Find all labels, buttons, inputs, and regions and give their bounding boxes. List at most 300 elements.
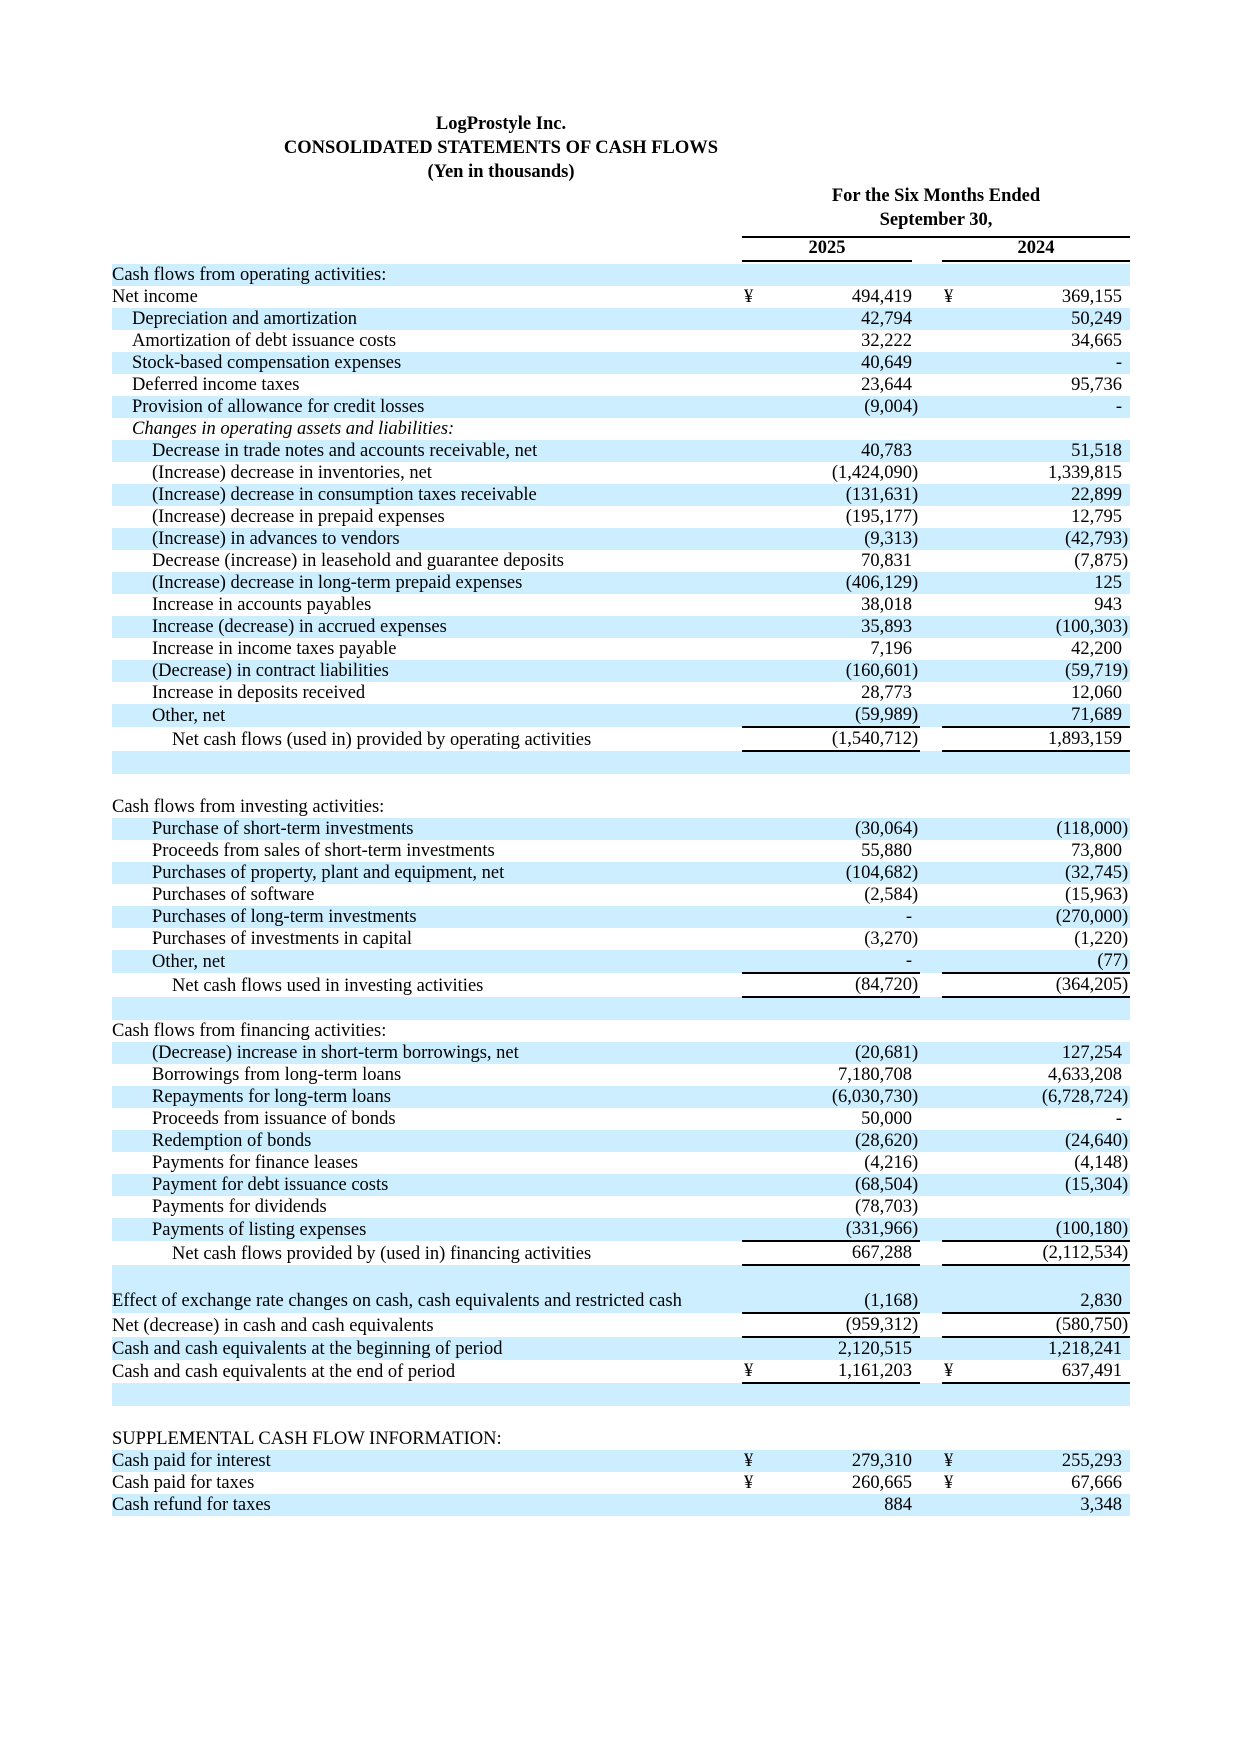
paren-2024	[1122, 638, 1130, 660]
paren-2025: )	[912, 1153, 919, 1173]
value-2024: (2,112,534	[964, 1241, 1122, 1265]
row-label: (Increase) in advances to vendors	[112, 528, 742, 550]
value-2024: (15,304	[964, 1174, 1122, 1196]
currency-2024	[942, 638, 964, 660]
value-2024: -	[1115, 1109, 1122, 1129]
row-label: Cash and cash equivalents at the beginning of period	[112, 1337, 742, 1360]
value-2025: (1,168	[764, 1265, 912, 1313]
value-2025: (406,129	[764, 572, 912, 594]
column-gap	[920, 796, 942, 818]
table-row	[112, 484, 1130, 506]
column-gap	[920, 751, 942, 774]
currency-2024	[942, 374, 964, 396]
value-2025	[764, 264, 912, 286]
value-2025: (4,216	[864, 1153, 912, 1173]
table-row	[112, 374, 1130, 396]
paren-2024	[1122, 440, 1130, 462]
currency-2024	[942, 1383, 964, 1406]
paren-2025	[912, 418, 920, 440]
column-gap	[920, 462, 942, 484]
value-2024	[964, 1383, 1122, 1406]
paren-2024	[1122, 396, 1130, 418]
currency-2025: ¥	[744, 1473, 754, 1493]
value-2025: (28,620	[764, 1130, 912, 1152]
value-2025	[764, 418, 912, 440]
currency-2025	[742, 462, 764, 484]
currency-2024	[942, 308, 964, 330]
currency-2025	[742, 1020, 764, 1042]
company-name: LogProstyle Inc.	[435, 114, 567, 134]
row-label: Increase in income taxes payable	[152, 639, 397, 659]
value-2024: 51,518	[964, 440, 1122, 462]
paren-2025: )	[912, 529, 919, 549]
currency-2024	[942, 1218, 964, 1241]
currency-2024	[942, 950, 964, 973]
currency-2025	[742, 1337, 764, 1360]
value-2025: 55,880	[861, 841, 912, 861]
paren-2025: )	[912, 975, 919, 995]
value-2024: (100,180	[964, 1218, 1122, 1241]
paren-2025: )	[912, 485, 919, 505]
currency-2024: ¥	[942, 1450, 964, 1472]
value-2024: 125	[964, 572, 1122, 594]
spacer-row	[112, 774, 1130, 796]
paren-2025	[912, 330, 920, 352]
value-2025: 28,773	[861, 683, 912, 703]
column-gap	[920, 884, 942, 906]
value-2025: 667,288	[764, 1241, 912, 1265]
paren-2025: )	[912, 1315, 919, 1335]
total-row	[112, 973, 1130, 997]
currency-2025	[742, 1174, 764, 1196]
currency-2024	[942, 682, 964, 704]
value-2024: 22,899	[964, 484, 1122, 506]
value-2024	[964, 751, 1122, 774]
paren-2024: )	[1122, 529, 1129, 549]
paren-2025	[912, 594, 920, 616]
period-header	[112, 184, 1130, 258]
column-gap	[920, 286, 942, 308]
value-2024: 67,666	[1071, 1473, 1122, 1493]
table-row	[112, 818, 1130, 840]
currency-2025: ¥	[744, 287, 754, 307]
currency-2025	[742, 660, 764, 682]
currency-2024	[942, 418, 964, 440]
section-header-row	[112, 796, 1130, 818]
row-label: Decrease in trade notes and accounts receivable, net	[112, 440, 742, 462]
table-row	[112, 1313, 1130, 1337]
year-2025-rule	[742, 260, 912, 262]
paren-2024	[1122, 1383, 1130, 1406]
currency-2024	[942, 330, 964, 352]
table-row	[112, 1337, 1130, 1360]
currency-2025	[742, 352, 764, 374]
paren-2024	[1122, 727, 1130, 751]
paren-2025	[912, 774, 920, 796]
value-2025: 70,831	[861, 551, 912, 571]
column-gap	[920, 1241, 942, 1265]
period-label-line1: For the Six Months Ended	[831, 186, 1041, 206]
row-label: (Increase) decrease in consumption taxes receivable	[112, 484, 742, 506]
paren-2024	[1122, 286, 1130, 308]
table-row	[112, 418, 1130, 440]
currency-2025	[742, 330, 764, 352]
currency-2024	[942, 594, 964, 616]
value-2024: 369,155	[1061, 287, 1122, 307]
paren-2025	[912, 1494, 920, 1516]
column-gap	[920, 616, 942, 638]
table-row	[112, 950, 1130, 973]
currency-2024	[942, 997, 964, 1020]
value-2024: 1,893,159	[964, 727, 1122, 751]
value-2024: -	[964, 352, 1122, 374]
currency-2025	[742, 572, 764, 594]
value-2024: (270,000	[964, 906, 1122, 928]
row-label: (Decrease) increase in short-term borrowings, net	[112, 1042, 742, 1064]
currency-2025	[742, 1218, 764, 1241]
paren-2025	[912, 1472, 920, 1494]
currency-2024	[942, 1130, 964, 1152]
value-2024: 73,800	[1071, 841, 1122, 861]
row-label: Other, net	[112, 704, 742, 727]
total-row	[112, 1241, 1130, 1265]
cash-flow-statement-page	[112, 112, 1130, 1516]
paren-2024: )	[1122, 819, 1129, 839]
column-gap	[920, 862, 942, 884]
column-gap	[920, 928, 942, 950]
currency-2024	[942, 774, 964, 796]
currency-2024	[942, 484, 964, 506]
paren-2025: )	[912, 1175, 919, 1195]
currency-2025	[742, 550, 764, 572]
paren-2024	[1122, 1494, 1130, 1516]
paren-2024: )	[1122, 1131, 1129, 1151]
currency-2024	[942, 396, 964, 418]
row-label: Decrease (increase) in leasehold and guarantee deposits	[152, 551, 564, 571]
paren-2024	[1122, 1472, 1130, 1494]
section-header-row	[112, 1428, 1130, 1450]
column-gap	[920, 506, 942, 528]
currency-2024	[942, 572, 964, 594]
paren-2025	[912, 796, 920, 818]
currency-2025	[742, 616, 764, 638]
row-label: Increase in deposits received	[152, 683, 366, 703]
table-row	[112, 1196, 1130, 1218]
value-2024: 255,293	[964, 1450, 1122, 1472]
value-2025	[764, 1406, 912, 1428]
table-row	[112, 308, 1130, 330]
column-gap	[920, 997, 942, 1020]
currency-2024	[942, 462, 964, 484]
currency-2025	[742, 264, 764, 286]
value-2025: 884	[764, 1494, 912, 1516]
column-gap	[920, 1196, 942, 1218]
row-label: Net income	[112, 287, 198, 307]
paren-2024	[1122, 484, 1130, 506]
currency-2024	[942, 928, 964, 950]
year-2024-rule	[942, 260, 1130, 262]
statement-header	[0, 112, 1130, 184]
paren-2025: )	[912, 729, 919, 749]
row-label: (Increase) decrease in prepaid expenses	[152, 507, 445, 527]
paren-2024	[1122, 1265, 1130, 1313]
paren-2024: )	[1122, 1219, 1129, 1239]
currency-2024	[942, 1042, 964, 1064]
paren-2024	[1122, 1360, 1130, 1383]
paren-2024: )	[1122, 1243, 1129, 1263]
currency-2024	[942, 704, 964, 727]
paren-2024	[1122, 1406, 1130, 1428]
value-2024: (77	[964, 950, 1122, 973]
paren-2025	[912, 751, 920, 774]
table-row	[112, 1360, 1130, 1383]
paren-2024	[1122, 704, 1130, 727]
column-gap	[920, 484, 942, 506]
paren-2025: )	[912, 885, 919, 905]
paren-2024: )	[1122, 863, 1129, 883]
currency-2024	[942, 1064, 964, 1086]
paren-2025: )	[912, 1131, 919, 1151]
paren-2024	[1122, 774, 1130, 796]
currency-2024	[942, 352, 964, 374]
column-gap	[920, 572, 942, 594]
currency-2025	[742, 818, 764, 840]
column-gap	[920, 973, 942, 997]
column-gap	[920, 950, 942, 973]
value-2025: 40,649	[764, 352, 912, 374]
paren-2025	[912, 840, 920, 862]
currency-2025	[742, 682, 764, 704]
paren-2025: )	[912, 1219, 919, 1239]
cash-flow-table	[112, 264, 1130, 1516]
row-label: Effect of exchange rate changes on cash, cash equivalents and restricted cash	[112, 1265, 742, 1313]
table-row	[112, 1042, 1130, 1064]
value-2024	[964, 264, 1122, 286]
table-row	[112, 682, 1130, 704]
value-2024: 95,736	[1071, 375, 1122, 395]
paren-2025: )	[912, 463, 919, 483]
column-gap	[920, 660, 942, 682]
currency-2025	[742, 484, 764, 506]
table-row	[112, 1108, 1130, 1130]
value-2025: -	[764, 950, 912, 973]
table-row	[112, 1218, 1130, 1241]
currency-2025	[742, 1064, 764, 1086]
value-2025: (131,631	[764, 484, 912, 506]
row-label: Redemption of bonds	[112, 1130, 742, 1152]
currency-2025	[742, 796, 764, 818]
year-2024-header: 2024	[1017, 238, 1055, 258]
paren-2024: )	[1122, 1175, 1129, 1195]
currency-2025	[742, 1108, 764, 1130]
paren-2024	[1122, 506, 1130, 528]
value-2024: (24,640	[964, 1130, 1122, 1152]
value-2024: (364,205	[964, 973, 1122, 997]
total-row	[112, 727, 1130, 751]
table-row	[112, 572, 1130, 594]
column-gap	[920, 1174, 942, 1196]
value-2024: 127,254	[964, 1042, 1122, 1064]
value-2025: -	[764, 906, 912, 928]
row-label: Amortization of debt issuance costs	[132, 331, 397, 351]
table-row	[112, 1174, 1130, 1196]
paren-2025	[912, 906, 920, 928]
currency-2025	[742, 884, 764, 906]
value-2025: (30,064	[764, 818, 912, 840]
table-row	[112, 862, 1130, 884]
table-row	[112, 594, 1130, 616]
value-2024: (59,719	[964, 660, 1122, 682]
row-label: Repayments for long-term loans	[112, 1086, 742, 1108]
currency-2024	[942, 1313, 964, 1337]
spacer-row	[112, 1406, 1130, 1428]
paren-2025	[912, 682, 920, 704]
currency-2024	[942, 1152, 964, 1174]
column-gap	[920, 818, 942, 840]
currency-2025	[742, 1494, 764, 1516]
column-gap	[920, 594, 942, 616]
currency-2025	[742, 308, 764, 330]
currency-2025	[742, 1196, 764, 1218]
row-label: Cash paid for taxes	[112, 1473, 255, 1493]
row-label: Other, net	[112, 950, 742, 973]
column-gap	[920, 1450, 942, 1472]
currency-2025	[742, 506, 764, 528]
currency-2025	[742, 638, 764, 660]
paren-2025	[912, 1383, 920, 1406]
currency-2024	[942, 751, 964, 774]
value-2025: (1,424,090	[831, 463, 912, 483]
value-2024: 12,795	[1071, 507, 1122, 527]
section-header-row	[112, 264, 1130, 286]
column-gap	[920, 1406, 942, 1428]
column-gap	[920, 550, 942, 572]
row-label: Payments for dividends	[152, 1197, 327, 1217]
currency-2025	[742, 997, 764, 1020]
value-2025: 23,644	[861, 375, 912, 395]
currency-2024: ¥	[944, 287, 954, 307]
currency-2024	[942, 818, 964, 840]
currency-2024	[942, 862, 964, 884]
row-label: Purchases of software	[152, 885, 315, 905]
value-2025: 32,222	[861, 331, 912, 351]
column-gap	[920, 1472, 942, 1494]
row-label: Purchase of short-term investments	[112, 818, 742, 840]
paren-2024: )	[1122, 617, 1129, 637]
paren-2025: )	[912, 661, 919, 681]
table-row	[112, 1472, 1130, 1494]
currency-2024	[942, 1428, 964, 1450]
column-gap	[920, 638, 942, 660]
row-label: Cash refund for taxes	[112, 1494, 742, 1516]
column-gap	[920, 374, 942, 396]
table-row	[112, 286, 1130, 308]
currency-2024	[942, 727, 964, 751]
currency-2024	[942, 973, 964, 997]
table-row	[112, 1086, 1130, 1108]
paren-2025	[912, 1428, 920, 1450]
value-2024: (15,963	[1064, 885, 1122, 905]
table-row	[112, 528, 1130, 550]
value-2025: (959,312	[764, 1313, 912, 1337]
value-2025: (104,682	[764, 862, 912, 884]
value-2025: 42,794	[764, 308, 912, 330]
column-gap	[920, 1152, 942, 1174]
value-2025: (1,540,712	[764, 727, 912, 751]
currency-2024	[942, 1108, 964, 1130]
paren-2024	[1122, 594, 1130, 616]
currency-2024	[942, 1174, 964, 1196]
value-2024: 42,200	[1071, 639, 1122, 659]
currency-2025	[742, 1130, 764, 1152]
value-2025: 7,196	[870, 639, 912, 659]
column-gap	[920, 1337, 942, 1360]
value-2024: 2,830	[964, 1265, 1122, 1313]
paren-2025: )	[912, 929, 919, 949]
value-2024: (580,750	[964, 1313, 1122, 1337]
paren-2024	[1122, 997, 1130, 1020]
row-label: Payments of listing expenses	[112, 1218, 742, 1241]
column-gap	[920, 840, 942, 862]
paren-2024: )	[1122, 661, 1129, 681]
table-row	[112, 1265, 1130, 1313]
row-label: Increase in accounts payables	[152, 595, 372, 615]
currency-2025	[742, 906, 764, 928]
paren-2024: )	[1122, 885, 1129, 905]
value-2024: 1,339,815	[1048, 463, 1122, 483]
row-label: Provision of allowance for credit losses	[112, 396, 742, 418]
currency-2025	[742, 528, 764, 550]
table-row	[112, 1130, 1130, 1152]
value-2025: (195,177	[845, 507, 912, 527]
row-label: Proceeds from sales of short-term investments	[152, 841, 495, 861]
paren-2024	[1122, 572, 1130, 594]
value-2025: (9,004	[764, 396, 912, 418]
period-label-line2: September 30,	[879, 210, 993, 230]
paren-2025	[912, 950, 920, 973]
currency-2025	[742, 1152, 764, 1174]
table-row	[112, 638, 1130, 660]
paren-2024	[1122, 374, 1130, 396]
value-2025: (9,313	[764, 528, 912, 550]
column-gap	[920, 418, 942, 440]
paren-2025: )	[912, 507, 919, 527]
paren-2025	[912, 440, 920, 462]
section-header-row	[112, 1020, 1130, 1042]
row-label: Depreciation and amortization	[112, 308, 742, 330]
value-2025: 38,018	[861, 595, 912, 615]
paren-2025	[912, 1108, 920, 1130]
currency-2025	[742, 440, 764, 462]
currency-2024	[942, 840, 964, 862]
paren-2024	[1122, 308, 1130, 330]
table-row	[112, 906, 1130, 928]
currency-2024: ¥	[944, 1473, 954, 1493]
currency-2024	[942, 796, 964, 818]
row-label: Net cash flows (used in) provided by operating activities	[172, 730, 592, 750]
paren-2025: )	[912, 1087, 919, 1107]
row-label: Net cash flows used in investing activities	[172, 976, 484, 996]
value-2024: 50,249	[964, 308, 1122, 330]
currency-2024	[942, 1337, 964, 1360]
row-label	[112, 774, 742, 796]
currency-2025: ¥	[742, 1450, 764, 1472]
row-label: (Increase) decrease in long-term prepaid expenses	[112, 572, 742, 594]
paren-2025	[912, 997, 920, 1020]
value-2025	[764, 1383, 912, 1406]
column-gap	[920, 1494, 942, 1516]
row-label	[112, 1383, 742, 1406]
